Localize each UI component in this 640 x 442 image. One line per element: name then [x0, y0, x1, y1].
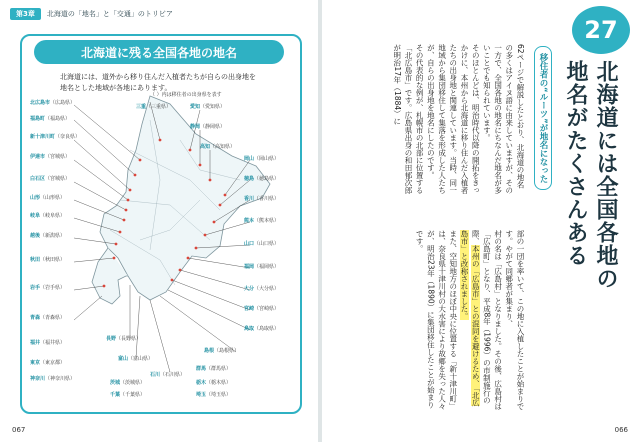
page-number-right: 066: [614, 426, 628, 434]
map-label: 島根（島根県）: [204, 348, 240, 354]
map-label: 群馬（群馬県）: [196, 366, 232, 372]
map-label: 福島町（福島県）: [30, 116, 71, 122]
map-label: 三重（三重県）: [136, 104, 172, 110]
map-label: 静岡（静岡県）: [190, 124, 226, 130]
section-number-badge: 27: [572, 6, 630, 54]
left-page: [0, 0, 318, 442]
map-label: 越後（新潟県）: [30, 233, 66, 239]
map-label: 高知（高知県）: [200, 144, 236, 150]
map-label: 神奈川（神奈川県）: [30, 376, 76, 382]
map-label: 熊本（熊本県）: [244, 218, 280, 224]
map-label: 秋田（秋田県）: [30, 257, 66, 263]
map-label: 千葉（千葉県）: [110, 392, 146, 398]
section-title-line2: 地名がたくさんある: [563, 60, 588, 267]
map-label: 伊達市（宮城県）: [30, 154, 71, 160]
map-label: 埼玉（埼玉県）: [196, 392, 232, 398]
map-intro-text: 北海道には、道外から移り住んだ入植者たちが自らの出身地を地名とした地域が各地にあります。: [60, 73, 256, 92]
map-label: 大分（大分県）: [244, 286, 280, 292]
map-legend: （ ）内は移住者の出身県を表す: [150, 92, 222, 98]
map-label: 岡山（岡山県）: [244, 156, 280, 162]
map-label: 山形（山形県）: [30, 195, 66, 201]
chapter-title: 北海道の「地名」と「交通」のトリビア: [46, 10, 173, 18]
map-label: 岩手（岩手県）: [30, 285, 66, 291]
page-number-left: 067: [12, 426, 26, 434]
map-label: 新十津川町（奈良県）: [30, 134, 81, 140]
highlighted-text: 本州の「広島市」との混同を避けるため、「北広島市」と改称されました。: [459, 230, 481, 407]
map-label: 鳥取（鳥取県）: [244, 326, 280, 332]
map-label: 徳島（徳島県）: [244, 176, 280, 182]
map-label: 福岡（福岡県）: [244, 264, 280, 270]
map-label: 東京（東京都）: [30, 360, 66, 366]
map-label: 青森（青森県）: [30, 315, 66, 321]
map-label: 宮崎（宮崎県）: [244, 306, 280, 312]
chapter-badge: 第3章: [10, 8, 41, 20]
map-label: 岐阜（岐阜県）: [30, 213, 66, 219]
map-label: 北広島市（広島県）: [30, 100, 76, 106]
map-label: 山口（山口県）: [244, 241, 280, 247]
section-title-line1: 北海道には全国各地の: [593, 60, 618, 290]
map-label: 白石区（宮城県）: [30, 176, 71, 182]
map-label: 栃木（栃木県）: [196, 380, 232, 386]
map-label: 石川（石川県）: [150, 372, 186, 378]
section-subhead: 移住者の“ルーツ”が地名になった: [534, 46, 552, 190]
body-paragraph-1: 62ページで解説したとおり、北海道の地名の多くはアイヌ語に由来していますが、その一方で、全国各地の地名にちなんだ地名が多いことでも知られています。 そのほとんどは、明治時代以降の開拓をきっかけに、本州から北海道に移り住んだ入植者たちの出身地と関連しています。当時、同一地域から集団移住して集落を形成した人たちが、自らの出身地を地名にしたのです。 その代表的な例が、札幌市の北部に位置する「北広島市」です。広島県出身の和田郁次郎が明治17年（1884）に: [392, 44, 525, 194]
map-panel-title: 北海道に残る全国各地の地名: [34, 40, 284, 64]
body-paragraph-2: 部の一団を率いて、この地に入植したことが始まりです。やがて同郷者が集まり、 村の名は「広島村」となりました。その後、広島村は「広島町」となり、平成8年（1996）の市制施行の際、本州の「広島市」との混同を避けるため、「北広島市」と改称されました。 また、空知地方のほぼ中央に位置する「新十津川町」は、奈良県十津川村の大水害により故郷を失った人々が、明治23年（1890）に集団移住したことが始まりです。: [415, 230, 525, 410]
map-label: 愛知（愛知県）: [190, 104, 226, 110]
map-label: 福井（福井県）: [30, 340, 66, 346]
map-label: 長野（長野県）: [106, 336, 142, 342]
map-label: 茨城（茨城県）: [110, 380, 146, 386]
map-label: 香川（香川県）: [244, 196, 280, 202]
map-label: 富山（富山県）: [118, 356, 154, 362]
